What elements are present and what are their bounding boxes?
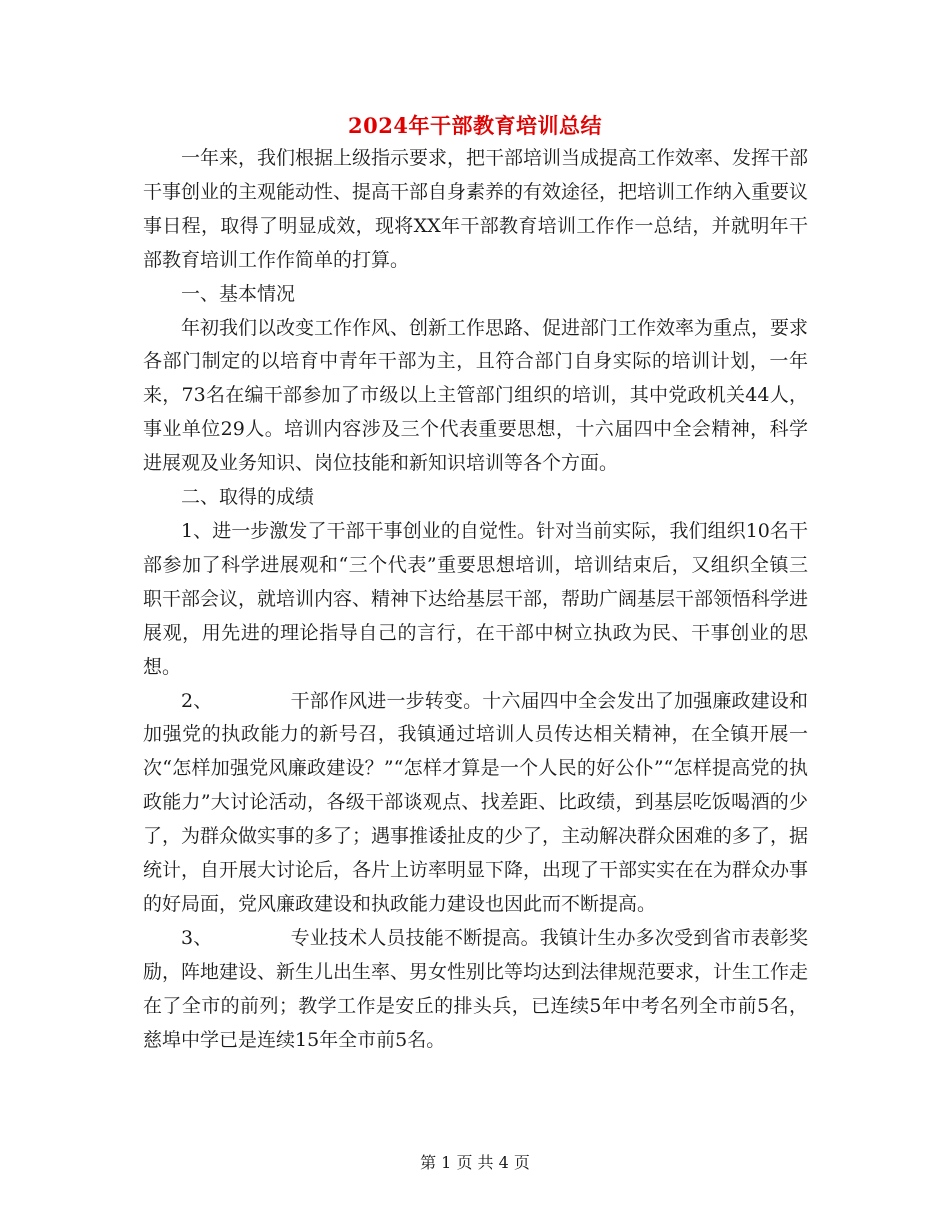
item-2-number: 2、 xyxy=(181,689,213,712)
paragraph-item-2 xyxy=(143,685,808,922)
document-body xyxy=(143,142,808,1057)
paragraph-intro: 一年来，我们根据上级指示要求，把干部培训当成提高工作效率、发挥干部干事创业的主观能动性、提高干部自身素养的有效途径，把培训工作纳入重要议事日程，取得了明显成效，现将XX年干部教育培训工作作一总结，并就明年干部教育培训工作作简单的打算。 xyxy=(143,147,809,271)
item-3-number: 3、 xyxy=(181,926,213,949)
document-title: 2024年干部教育培训总结 xyxy=(348,113,602,138)
section-heading-basic: 一、基本情况 xyxy=(181,282,296,305)
page-footer: 第 1 页 共 4 页 xyxy=(420,1153,530,1172)
item-3-text: 专业技术人员技能不断提高。我镇计生办多次受到省市表彰奖励，阵地建设、新生儿出生率、男女性别比等均达到法律规范要求，计生工作走在了全市的前列；教学工作是安丘的排头兵，已连续5年中考名列全市前5名，慈埠中学已是连续15年全市前5名。 xyxy=(143,926,809,1051)
item-2-text: 干部作风进一步转变。十六届四中全会发出了加强廉政建设和加强党的执政能力的新号召，我镇通过培训人员传达相关精神，在全镇开展一次“怎样加强党风廉政建设？”“怎样才算是一个人民的好公仆”“怎样提高党的执政能力”大讨论活动，各级干部谈观点、找差距、比政绩，到基层吃饭喝酒的少了，为群众做实事的多了；遇事推诿扯皮的少了，主动解决群众困难的多了，据统计，自开展大讨论后，各片上访率明显下降，出现了干部实实在在为群众办事的好局面，党风廉政建设和执政能力建设也因此而不断提高。 xyxy=(143,689,809,915)
section-heading-achievements: 二、取得的成绩 xyxy=(181,486,315,509)
paragraph-item-1: 1、进一步激发了干部干事创业的自觉性。针对当前实际，我们组织10名干部参加了科学进展观和“三个代表”重要思想培训，培训结束后，又组织全镇三职干部会议，就培训内容、精神下达给基层干部，帮助广阔基层干部领悟科学进展观，用先进的理论指导自己的言行，在干部中树立执政为民、干事创业的思想。 xyxy=(143,519,809,678)
paragraph-basic-situation: 年初我们以改变工作作风、创新工作思路、促进部门工作效率为重点，要求各部门制定的以培育中青年干部为主，且符合部门自身实际的培训计划，一年来，73名在编干部参加了市级以上主管部门组织的培训，其中党政机关44人，事业单位29人。培训内容涉及三个代表重要思想，十六届四中全会精神，科学进展观及业务知识、岗位技能和新知识培训等各个方面。 xyxy=(143,316,809,475)
paragraph-item-3 xyxy=(143,922,808,1058)
